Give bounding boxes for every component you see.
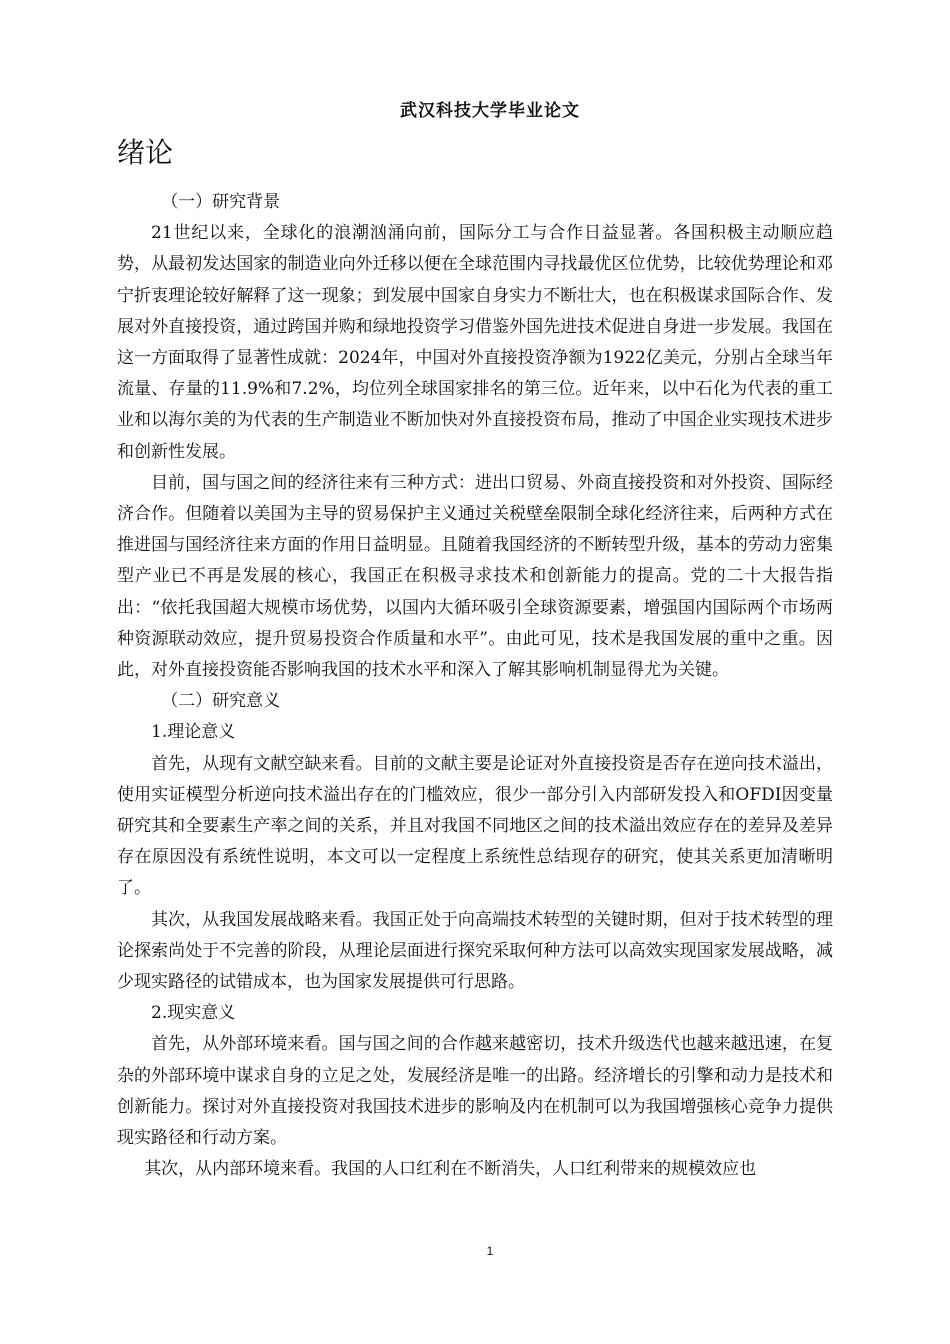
section-heading-background: （一）研究背景 [161, 192, 281, 212]
paragraph: 首先，从现有文献空缺来看。目前的文献主要是论证对外直接投资是否存在逆向技术溢出，使用实证模型分析逆向技术溢出存在的门槛效应，很少一部分引入内部研发投入和OFDI因变量研究其和全要素生产率之间的关系，并且对我国不同地区之间的技术溢出效应存在的差异及差异存在原因没有系统性说明，本文可以一定程度上系统性总结现存的研究，使其关系更加清晰明了。 [117, 753, 833, 899]
paragraph: 目前，国与国之间的经济往来有三种方式：进出口贸易、外商直接投资和对外投资、国际经济合作。但随着以美国为主导的贸易保护主义通过关税壁垒限制全球化经济往来，后两种方式在推进国与国经济往来方面的作用日益明显。且随着我国经济的不断转型升级，基本的劳动力密集型产业已不再是发展的核心，我国正在积极寻求技术和创新能力的提高。党的二十大报告指出：“依托我国超大规模市场优势，以国内大循环吸引全球资源要素，增强国内国际两个市场两种资源联动效应，提升贸易投资合作质量和水平”。由此可见，技术是我国发展的重中之重。因此，对外直接投资能否影响我国的技术水平和深入了解其影响机制显得尤为关键。 [117, 472, 833, 681]
body-text [117, 187, 833, 1186]
chapter-title: 绪论 [117, 136, 174, 169]
paragraph: 其次，从内部环境来看。我国的人口红利在不断消失，人口红利带来的规模效应也 [144, 1159, 757, 1180]
paragraph: 其次，从我国发展战略来看。我国正处于向高端技术转型的关键时期，但对于技术转型的理论探索尚处于不完善的阶段，从理论层面进行探究采取何种方法可以高效实现国家发展战略，减少现实路径的试错成本，也为国家发展提供可行思路。 [117, 909, 833, 993]
running-header: 武汉科技大学毕业论文 [400, 101, 580, 121]
subsection-heading-practice: 2.现实意义 [151, 1003, 236, 1024]
page-number: 1 [486, 1244, 494, 1258]
paragraph: 首先，从外部环境来看。国与国之间的合作越来越密切，技术升级迭代也越来越迅速，在复杂的外部环境中谋求自身的立足之处，发展经济是唯一的出路。经济增长的引擎和动力是技术和创新能力。探讨对外直接投资对我国技术进步的影响及内在机制可以为我国增强核心竞争力提供现实路径和行动方案。 [117, 1034, 833, 1149]
section-heading-significance: （二）研究意义 [161, 691, 281, 712]
subsection-heading-theory: 1.理论意义 [151, 722, 236, 743]
paragraph: 21世纪以来，全球化的浪潮汹涌向前，国际分工与合作日益显著。各国积极主动顺应趋势，从最初发达国家的制造业向外迁移以便在全球范围内寻找最优区位优势，比较优势理论和邓宁折衷理论较好解释了这一现象；到发展中国家自身实力不断壮大，也在积极谋求国际合作、发展对外直接投资，通过跨国并购和绿地投资学习借鉴外国先进技术促进自身进一步发展。我国在这一方面取得了显著性成就：2024年，中国对外直接投资净额为1922亿美元，分别占全球当年流量、存量的11.9%和7.2%，均位列全球国家排名的第三位。近年来，以中石化为代表的重工业和以海尔美的为代表的生产制造业不断加快对外直接投资布局，推动了中国企业实现技术进步和创新性发展。 [117, 223, 833, 462]
